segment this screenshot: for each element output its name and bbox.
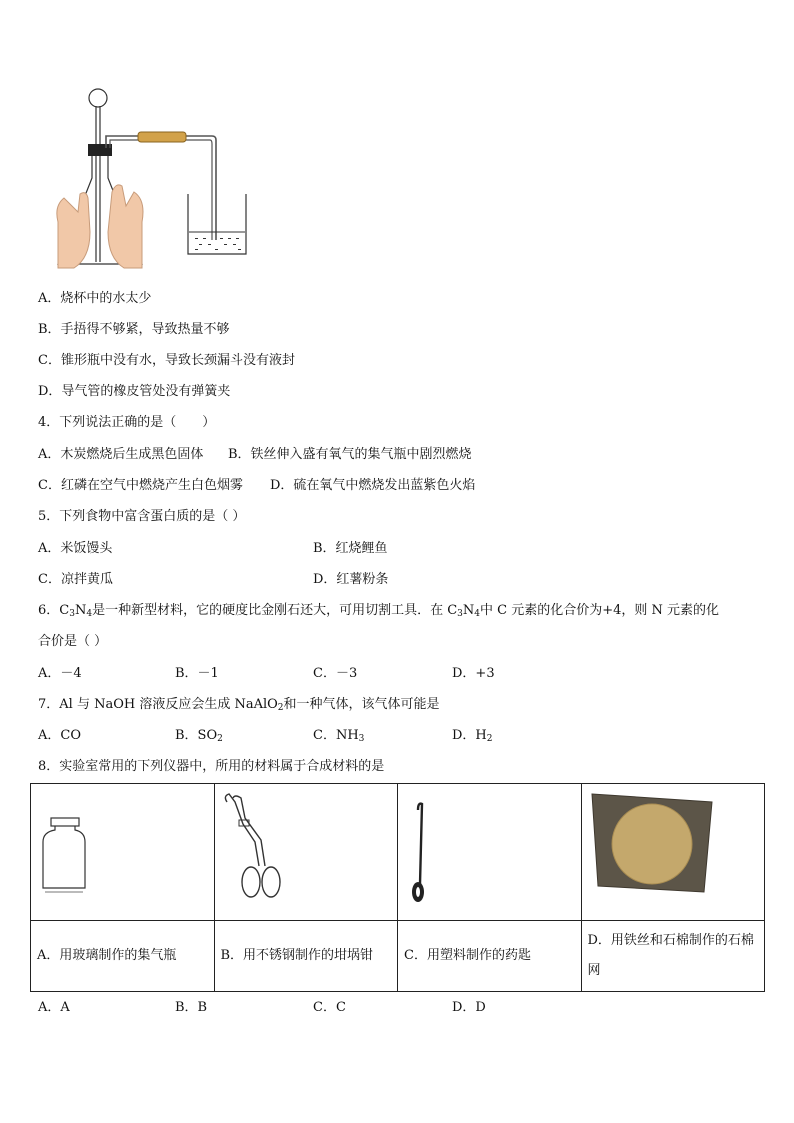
instrument-table [30, 783, 765, 992]
q8-stem: 8．实验室常用的下列仪器中，所用的材料属于合成材料的是 [38, 759, 385, 774]
q3-option-d: D．导气管的橡皮管处没有弹簧夹 [38, 384, 231, 399]
q8-option-a: A．A [38, 1000, 70, 1015]
q7-option-b: B．$SO_2$ [175, 728, 223, 744]
q3-option-b: B．手捂得不够紧，导致热量不够 [38, 322, 230, 337]
q4-option-a: A．木炭燃烧后生成黑色固体 [38, 447, 204, 462]
q5-option-a: A．米饭馒头 [38, 541, 113, 556]
asbestos-gauze-cell [581, 784, 765, 921]
cell-a-text: A．用玻璃制作的集气瓶 [31, 921, 215, 992]
q6-option-d: D．+3 [452, 666, 495, 681]
q5-option-d: D．红薯粉条 [313, 572, 389, 587]
q8-option-d: D．D [452, 1000, 486, 1015]
q7-option-a: A．CO [38, 728, 81, 743]
q8-option-c: C．C [313, 1000, 346, 1015]
q7-stem: 7．Al 与 NaOH 溶液反应会生成 NaAlO$_2$和一种气体，该气体可能是 [38, 697, 440, 713]
q5-option-b: B．红烧鲤鱼 [313, 541, 388, 556]
q6-option-a: A．－4 [38, 666, 82, 681]
q5-stem: 5．下列食物中富含蛋白质的是（ ） [38, 509, 246, 524]
q3-option-c: C．锥形瓶中没有水，导致长颈漏斗没有液封 [38, 353, 295, 368]
q7-option-d: D．$H_2$ [452, 728, 493, 744]
q5-option-c: C．凉拌黄瓜 [38, 572, 113, 587]
q4-option-d: D．硫在氧气中燃烧发出蓝紫色火焰 [270, 478, 476, 493]
medicine-spoon-icon [398, 784, 581, 920]
q4-option-c: C．红磷在空气中燃烧产生白色烟雾 [38, 478, 243, 493]
asbestos-gauze-icon [582, 784, 765, 920]
q4-stem: 4．下列说法正确的是（ ） [38, 415, 216, 430]
gas-jar-icon [31, 784, 214, 920]
gas-jar-cell [31, 784, 215, 921]
cell-b-text: B．用不锈钢制作的坩埚钳 [214, 921, 398, 992]
q8-option-b: B．B [175, 1000, 208, 1015]
crucible-tongs-cell [214, 784, 398, 921]
spatula-cell [398, 784, 582, 921]
cell-c-text: C．用塑料制作的药匙 [398, 921, 582, 992]
q4-option-b: B．铁丝伸入盛有氧气的集气瓶中剧烈燃烧 [228, 447, 472, 462]
q7-option-c: C．$NH_3$ [313, 728, 365, 744]
q6-stem-line2: 合价是（ ） [38, 634, 108, 649]
apparatus-figure [50, 82, 250, 272]
q6-stem: 6．$C_3N_4$是一种新型材料，它的硬度比金刚石还大，可用切割工具．在 $C_3N_4$中 C 元素的化合价为+4，则 N 元素的化 [38, 603, 720, 619]
crucible-tongs-icon [215, 784, 398, 920]
q6-option-b: B．－1 [175, 666, 219, 681]
q3-option-a: A．烧杯中的水太少 [38, 291, 152, 306]
q6-option-c: C．－3 [313, 666, 358, 681]
cell-d-text: D．用铁丝和石棉制作的石棉网 [581, 921, 765, 992]
